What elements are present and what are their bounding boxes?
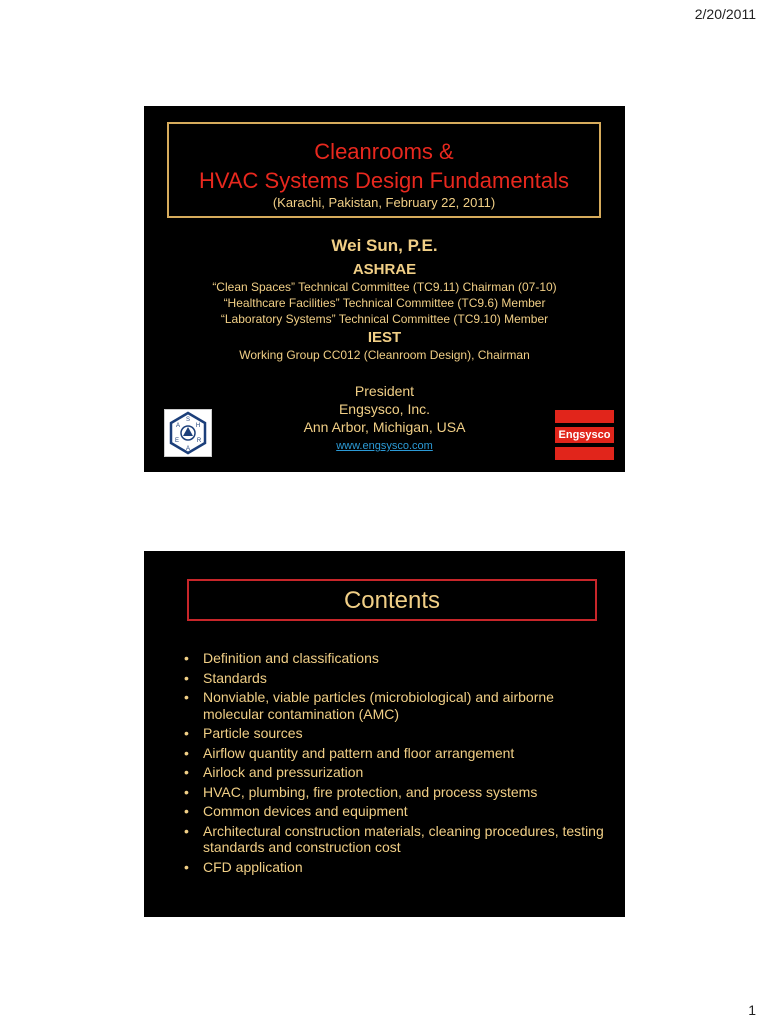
ashrae-logo-letter-a: A	[185, 446, 191, 452]
list-item: • Airlock and pressurization	[184, 764, 604, 781]
list-item: • Standards	[184, 670, 604, 687]
contents-list	[184, 650, 604, 878]
title-line-1: Cleanrooms &	[314, 139, 454, 164]
list-item: • Nonviable, viable particles (microbiological) and airborne molecular contamination (AMC)	[184, 689, 604, 722]
ashrae-logo	[164, 409, 212, 457]
contents-title: Contents	[343, 587, 441, 614]
page-date: 2/20/2011	[694, 6, 756, 22]
ashrae-logo-letter-a2: A	[175, 423, 181, 429]
org-ashrae: ASHRAE	[352, 261, 417, 278]
president-label: President	[354, 383, 415, 399]
contents-frame	[187, 579, 597, 621]
engsysco-logo-text: Engsysco	[555, 427, 614, 443]
role-line-2: “Healthcare Facilities” Technical Committee (TC9.6) Member	[223, 296, 546, 310]
website-link[interactable]: www.engsysco.com	[336, 440, 433, 452]
engsysco-stripe-top	[555, 410, 614, 423]
company-name: Engsysco, Inc.	[338, 401, 431, 417]
engsysco-stripe-bottom	[555, 447, 614, 460]
slide-title	[144, 106, 625, 472]
presenter-block	[144, 382, 625, 454]
ashrae-logo-letter-s: S	[185, 417, 191, 423]
title-subtitle: (Karachi, Pakistan, February 22, 2011)	[272, 195, 496, 210]
title-frame	[167, 122, 601, 218]
role-line-1: “Clean Spaces” Technical Committee (TC9.11) Chairman (07-10)	[212, 280, 557, 294]
org-iest: IEST	[367, 329, 402, 346]
list-item: • CFD application	[184, 859, 604, 876]
ashrae-logo-letter-r: R	[196, 438, 202, 444]
list-item: • HVAC, plumbing, fire protection, and process systems	[184, 784, 604, 801]
title-line-2: HVAC Systems Design Fundamentals	[198, 168, 570, 193]
list-item: • Definition and classifications	[184, 650, 604, 667]
iest-role: Working Group CC012 (Cleanroom Design), Chairman	[239, 348, 530, 362]
page-number: 1	[748, 1002, 756, 1018]
list-item: • Particle sources	[184, 725, 604, 742]
list-item: • Airflow quantity and pattern and floor arrangement	[184, 745, 604, 762]
role-line-3: “Laboratory Systems” Technical Committee (TC9.10) Member	[220, 312, 549, 326]
engsysco-logo	[555, 410, 614, 460]
author-block	[144, 236, 625, 363]
list-item: • Common devices and equipment	[184, 803, 604, 820]
ashrae-logo-letter-e: E	[174, 438, 180, 444]
company-location: Ann Arbor, Michigan, USA	[303, 419, 466, 435]
slide-contents	[144, 551, 625, 917]
author-name: Wei Sun, P.E.	[331, 236, 438, 255]
ashrae-logo-letter-h: H	[195, 423, 201, 429]
list-item: • Architectural construction materials, cleaning procedures, testing standards and construction cost	[184, 823, 604, 856]
